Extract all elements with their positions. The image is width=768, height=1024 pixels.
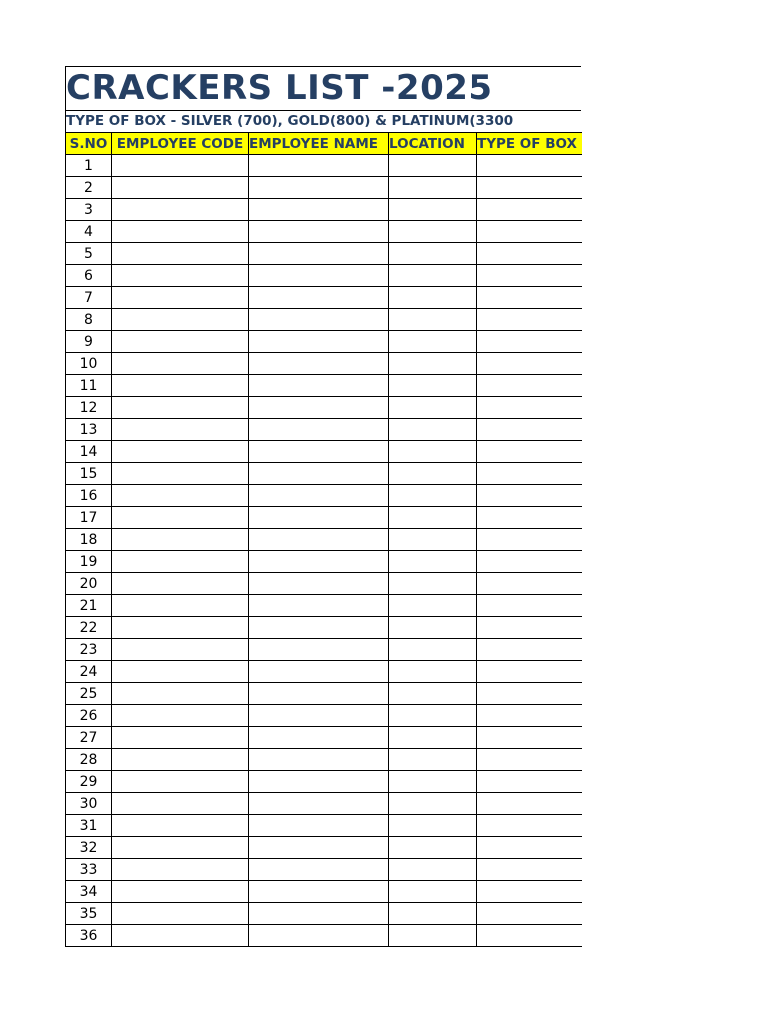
cell-employee-name[interactable]	[249, 331, 389, 353]
header-sno[interactable]: S.NO	[66, 133, 112, 155]
cell-location[interactable]	[389, 661, 477, 683]
cell-sno[interactable]: 33	[66, 859, 112, 881]
cell-employee-name[interactable]	[249, 221, 389, 243]
cell-type-of-box[interactable]	[477, 595, 582, 617]
cell-sno[interactable]: 21	[66, 595, 112, 617]
table-row	[66, 661, 582, 683]
cell-sno[interactable]: 23	[66, 639, 112, 661]
cell-type-of-box[interactable]	[477, 375, 582, 397]
header-location[interactable]: LOCATION	[389, 133, 477, 155]
table-row	[66, 265, 582, 287]
cell-employee-code[interactable]	[112, 639, 249, 661]
cell-location[interactable]	[389, 397, 477, 419]
cell-type-of-box[interactable]	[477, 309, 582, 331]
table-row	[66, 507, 582, 529]
table-row	[66, 199, 582, 221]
cell-type-of-box[interactable]	[477, 177, 582, 199]
cell-employee-code[interactable]	[112, 727, 249, 749]
cell-location[interactable]	[389, 419, 477, 441]
cell-employee-code[interactable]	[112, 793, 249, 815]
cell-location[interactable]	[389, 485, 477, 507]
cell-type-of-box[interactable]	[477, 771, 582, 793]
cell-sno[interactable]: 30	[66, 793, 112, 815]
cell-location[interactable]	[389, 507, 477, 529]
table-row	[66, 287, 582, 309]
cell-location[interactable]	[389, 881, 477, 903]
cell-sno[interactable]: 1	[66, 155, 112, 177]
cell-type-of-box[interactable]	[477, 441, 582, 463]
cell-employee-code[interactable]	[112, 859, 249, 881]
cell-location[interactable]	[389, 309, 477, 331]
table-row	[66, 595, 582, 617]
cell-sno[interactable]: 26	[66, 705, 112, 727]
cell-type-of-box[interactable]	[477, 573, 582, 595]
cell-sno[interactable]: 24	[66, 661, 112, 683]
cell-type-of-box[interactable]	[477, 683, 582, 705]
cell-employee-code[interactable]	[112, 749, 249, 771]
cell-type-of-box[interactable]	[477, 287, 582, 309]
box-type-subtitle: TYPE OF BOX - SILVER (700), GOLD(800) & PLATINUM(3300	[66, 113, 514, 129]
cell-type-of-box[interactable]	[477, 507, 582, 529]
cell-location[interactable]	[389, 265, 477, 287]
cell-sno[interactable]: 13	[66, 419, 112, 441]
cell-employee-name[interactable]	[249, 815, 389, 837]
cell-type-of-box[interactable]	[477, 639, 582, 661]
page-title: CRACKERS LIST -2025	[66, 68, 493, 108]
cell-sno[interactable]: 18	[66, 529, 112, 551]
cell-location[interactable]	[389, 243, 477, 265]
table-row	[66, 859, 582, 881]
table-row	[66, 177, 582, 199]
cell-employee-name[interactable]	[249, 243, 389, 265]
cell-employee-name[interactable]	[249, 617, 389, 639]
cell-location[interactable]	[389, 441, 477, 463]
cell-sno[interactable]: 16	[66, 485, 112, 507]
cell-type-of-box[interactable]	[477, 793, 582, 815]
cell-type-of-box[interactable]	[477, 925, 582, 947]
cell-employee-name[interactable]	[249, 397, 389, 419]
table-row	[66, 419, 582, 441]
table-row	[66, 617, 582, 639]
cell-employee-name[interactable]	[249, 441, 389, 463]
cell-employee-code[interactable]	[112, 177, 249, 199]
cell-employee-name[interactable]	[249, 199, 389, 221]
table-row	[66, 771, 582, 793]
cell-type-of-box[interactable]	[477, 397, 582, 419]
cell-employee-name[interactable]	[249, 463, 389, 485]
header-employee-code[interactable]: EMPLOYEE CODE	[112, 133, 249, 155]
cell-employee-name[interactable]	[249, 551, 389, 573]
cell-type-of-box[interactable]	[477, 617, 582, 639]
cell-type-of-box[interactable]	[477, 661, 582, 683]
table-body	[66, 155, 582, 947]
cell-employee-name[interactable]	[249, 925, 389, 947]
cell-employee-name[interactable]	[249, 749, 389, 771]
cell-employee-name[interactable]	[249, 639, 389, 661]
cell-employee-code[interactable]	[112, 353, 249, 375]
table-row	[66, 397, 582, 419]
cell-employee-name[interactable]	[249, 507, 389, 529]
table-row	[66, 639, 582, 661]
table-row	[66, 749, 582, 771]
cell-employee-code[interactable]	[112, 815, 249, 837]
cell-sno[interactable]: 22	[66, 617, 112, 639]
cell-employee-name[interactable]	[249, 683, 389, 705]
table-row	[66, 837, 582, 859]
cell-sno[interactable]: 17	[66, 507, 112, 529]
cell-employee-code[interactable]	[112, 529, 249, 551]
table-row	[66, 683, 582, 705]
cell-type-of-box[interactable]	[477, 881, 582, 903]
cell-employee-name[interactable]	[249, 859, 389, 881]
table-row	[66, 551, 582, 573]
cell-employee-code[interactable]	[112, 573, 249, 595]
cell-sno[interactable]: 29	[66, 771, 112, 793]
cell-employee-name[interactable]	[249, 573, 389, 595]
cell-employee-code[interactable]	[112, 397, 249, 419]
cell-sno[interactable]: 32	[66, 837, 112, 859]
cell-sno[interactable]: 28	[66, 749, 112, 771]
cell-employee-name[interactable]	[249, 837, 389, 859]
cell-employee-name[interactable]	[249, 155, 389, 177]
cell-location[interactable]	[389, 859, 477, 881]
cell-employee-name[interactable]	[249, 287, 389, 309]
table-row	[66, 441, 582, 463]
cell-location[interactable]	[389, 551, 477, 573]
cell-location[interactable]	[389, 771, 477, 793]
cell-type-of-box[interactable]	[477, 243, 582, 265]
cell-sno[interactable]: 20	[66, 573, 112, 595]
cell-sno[interactable]: 27	[66, 727, 112, 749]
cell-employee-name[interactable]	[249, 793, 389, 815]
table-row	[66, 925, 582, 947]
cell-type-of-box[interactable]	[477, 353, 582, 375]
cell-location[interactable]	[389, 177, 477, 199]
cell-type-of-box[interactable]	[477, 859, 582, 881]
header-row	[66, 133, 582, 155]
cell-employee-code[interactable]	[112, 617, 249, 639]
subtitle-row	[65, 111, 581, 132]
cell-sno[interactable]: 2	[66, 177, 112, 199]
cell-employee-code[interactable]	[112, 705, 249, 727]
table-row	[66, 529, 582, 551]
cell-sno[interactable]: 14	[66, 441, 112, 463]
cell-employee-code[interactable]	[112, 683, 249, 705]
cell-location[interactable]	[389, 793, 477, 815]
cell-location[interactable]	[389, 749, 477, 771]
cell-type-of-box[interactable]	[477, 155, 582, 177]
header-employee-name[interactable]: EMPLOYEE NAME	[249, 133, 389, 155]
table-row	[66, 243, 582, 265]
cell-employee-code[interactable]	[112, 551, 249, 573]
cell-sno[interactable]: 5	[66, 243, 112, 265]
cell-type-of-box[interactable]	[477, 903, 582, 925]
cell-employee-name[interactable]	[249, 771, 389, 793]
table-row	[66, 573, 582, 595]
table-row	[66, 705, 582, 727]
cell-type-of-box[interactable]	[477, 705, 582, 727]
cell-sno[interactable]: 6	[66, 265, 112, 287]
cell-location[interactable]	[389, 353, 477, 375]
cell-employee-name[interactable]	[249, 485, 389, 507]
cell-employee-code[interactable]	[112, 309, 249, 331]
table-row	[66, 881, 582, 903]
title-row	[65, 66, 581, 111]
table-row	[66, 815, 582, 837]
cell-sno[interactable]: 12	[66, 397, 112, 419]
cell-employee-code[interactable]	[112, 199, 249, 221]
cell-sno[interactable]: 31	[66, 815, 112, 837]
cell-type-of-box[interactable]	[477, 727, 582, 749]
cell-type-of-box[interactable]	[477, 419, 582, 441]
cell-location[interactable]	[389, 463, 477, 485]
cell-location[interactable]	[389, 529, 477, 551]
cell-type-of-box[interactable]	[477, 485, 582, 507]
table-row	[66, 331, 582, 353]
cell-location[interactable]	[389, 375, 477, 397]
cell-employee-code[interactable]	[112, 881, 249, 903]
cell-location[interactable]	[389, 595, 477, 617]
cell-type-of-box[interactable]	[477, 265, 582, 287]
cell-sno[interactable]: 19	[66, 551, 112, 573]
cell-employee-name[interactable]	[249, 375, 389, 397]
cell-type-of-box[interactable]	[477, 749, 582, 771]
table-row	[66, 793, 582, 815]
cell-sno[interactable]: 25	[66, 683, 112, 705]
table-row	[66, 375, 582, 397]
cell-employee-name[interactable]	[249, 353, 389, 375]
cell-employee-code[interactable]	[112, 661, 249, 683]
cell-employee-code[interactable]	[112, 419, 249, 441]
cell-location[interactable]	[389, 331, 477, 353]
cell-sno[interactable]: 36	[66, 925, 112, 947]
cell-location[interactable]	[389, 903, 477, 925]
cell-employee-name[interactable]	[249, 661, 389, 683]
cell-location[interactable]	[389, 155, 477, 177]
table-row	[66, 463, 582, 485]
cell-sno[interactable]: 4	[66, 221, 112, 243]
cell-sno[interactable]: 34	[66, 881, 112, 903]
cell-type-of-box[interactable]	[477, 331, 582, 353]
cell-employee-code[interactable]	[112, 155, 249, 177]
cell-location[interactable]	[389, 573, 477, 595]
cell-location[interactable]	[389, 287, 477, 309]
cell-location[interactable]	[389, 727, 477, 749]
header-type-of-box[interactable]: TYPE OF BOX	[477, 133, 582, 155]
cell-location[interactable]	[389, 199, 477, 221]
cell-sno[interactable]: 9	[66, 331, 112, 353]
table-row	[66, 155, 582, 177]
crackers-table	[65, 132, 582, 947]
cell-location[interactable]	[389, 815, 477, 837]
table-row	[66, 903, 582, 925]
cell-employee-code[interactable]	[112, 771, 249, 793]
cell-location[interactable]	[389, 925, 477, 947]
cell-sno[interactable]: 11	[66, 375, 112, 397]
cell-employee-name[interactable]	[249, 419, 389, 441]
cell-employee-code[interactable]	[112, 441, 249, 463]
cell-employee-name[interactable]	[249, 265, 389, 287]
cell-location[interactable]	[389, 683, 477, 705]
cell-employee-code[interactable]	[112, 903, 249, 925]
cell-sno[interactable]: 35	[66, 903, 112, 925]
cell-sno[interactable]: 15	[66, 463, 112, 485]
cell-employee-code[interactable]	[112, 221, 249, 243]
cell-employee-name[interactable]	[249, 881, 389, 903]
cell-employee-name[interactable]	[249, 705, 389, 727]
cell-location[interactable]	[389, 837, 477, 859]
cell-location[interactable]	[389, 639, 477, 661]
cell-employee-code[interactable]	[112, 243, 249, 265]
cell-employee-code[interactable]	[112, 485, 249, 507]
cell-employee-code[interactable]	[112, 595, 249, 617]
cell-employee-code[interactable]	[112, 287, 249, 309]
cell-employee-code[interactable]	[112, 463, 249, 485]
cell-type-of-box[interactable]	[477, 551, 582, 573]
table-row	[66, 353, 582, 375]
cell-employee-code[interactable]	[112, 925, 249, 947]
cell-employee-code[interactable]	[112, 507, 249, 529]
cell-employee-code[interactable]	[112, 331, 249, 353]
cell-employee-name[interactable]	[249, 903, 389, 925]
table-row	[66, 309, 582, 331]
table-row	[66, 221, 582, 243]
cell-employee-code[interactable]	[112, 375, 249, 397]
cell-location[interactable]	[389, 617, 477, 639]
cell-location[interactable]	[389, 221, 477, 243]
spreadsheet	[65, 66, 581, 947]
cell-sno[interactable]: 10	[66, 353, 112, 375]
cell-employee-name[interactable]	[249, 727, 389, 749]
cell-employee-code[interactable]	[112, 265, 249, 287]
cell-employee-code[interactable]	[112, 837, 249, 859]
cell-type-of-box[interactable]	[477, 463, 582, 485]
cell-sno[interactable]: 8	[66, 309, 112, 331]
cell-type-of-box[interactable]	[477, 529, 582, 551]
cell-employee-name[interactable]	[249, 529, 389, 551]
cell-sno[interactable]: 3	[66, 199, 112, 221]
cell-employee-name[interactable]	[249, 595, 389, 617]
cell-type-of-box[interactable]	[477, 221, 582, 243]
cell-location[interactable]	[389, 705, 477, 727]
cell-sno[interactable]: 7	[66, 287, 112, 309]
table-row	[66, 727, 582, 749]
cell-employee-name[interactable]	[249, 309, 389, 331]
cell-type-of-box[interactable]	[477, 815, 582, 837]
table-row	[66, 485, 582, 507]
cell-type-of-box[interactable]	[477, 199, 582, 221]
cell-employee-name[interactable]	[249, 177, 389, 199]
cell-type-of-box[interactable]	[477, 837, 582, 859]
